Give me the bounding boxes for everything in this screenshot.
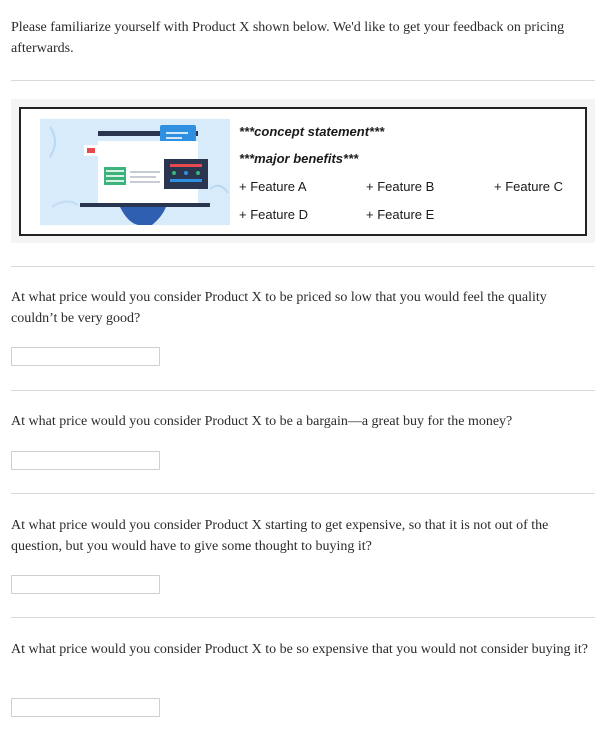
divider-5 [11,617,595,618]
feature-e: + Feature E [366,207,435,222]
feature-a: + Feature A [239,179,307,194]
divider-3 [11,390,595,391]
major-benefits: ***major benefits*** [239,151,359,166]
feature-b: + Feature B [366,179,435,194]
answer-too-expensive-input[interactable] [11,698,160,717]
question-bargain: At what price would you consider Product X to be a bargain—a great buy for the money? [11,414,513,429]
question-too-cheap: At what price would you consider Product X to be priced so low that you would feel the quality couldn’t be very good? [11,290,547,326]
answer-too-cheap-input[interactable] [11,347,160,366]
product-illustration-icon [40,119,230,225]
concept-container [11,99,595,243]
answer-getting-expensive-input[interactable] [11,575,160,594]
product-illustration [40,119,230,225]
feature-d: + Feature D [239,207,309,222]
question-getting-expensive: At what price would you consider Product X starting to get expensive, so that it is not out of the question, but you would have to give some thought to buying it? [11,518,549,554]
divider-4 [11,493,595,494]
question-too-expensive: At what price would you consider Product X to be so expensive that you would not consider buying it? [11,642,589,657]
concept-card [19,107,587,236]
feature-c: + Feature C [494,179,564,194]
divider-2 [11,266,595,267]
intro-text: Please familiarize yourself with Product X shown below. We'd like to get your feedback on pricing afterwards. [11,20,565,56]
answer-bargain-input[interactable] [11,451,160,470]
concept-statement: ***concept statement*** [239,124,385,139]
divider-1 [11,80,595,81]
concept-text-area [239,109,579,234]
